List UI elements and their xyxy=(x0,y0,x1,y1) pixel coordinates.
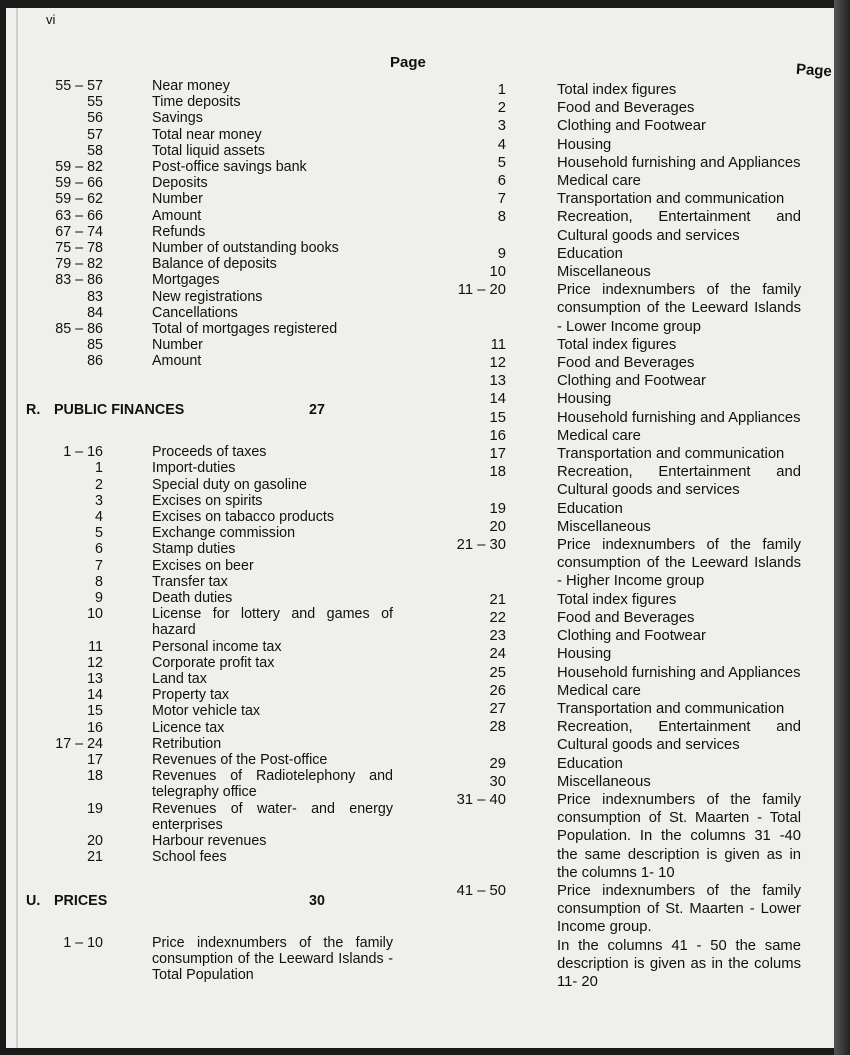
table-number: 6 xyxy=(497,173,506,190)
table-title: Excises on beer xyxy=(152,557,254,574)
table-title: Exchange commission xyxy=(152,525,296,542)
table-entry xyxy=(6,609,801,627)
table-number: 1 – 16 xyxy=(63,444,103,461)
table-number: 12 xyxy=(87,654,103,671)
table-title: Miscellaneous xyxy=(557,518,651,535)
table-number: 5 xyxy=(497,154,506,171)
section-title: PUBLIC FINANCES xyxy=(54,402,185,419)
table-number: 56 xyxy=(87,110,103,127)
table-title: Transportation and communication xyxy=(557,700,785,717)
table-entry xyxy=(6,500,801,518)
table-title: Total near money xyxy=(152,126,262,143)
table-number: 79 – 82 xyxy=(55,256,103,273)
table-number: 20 xyxy=(489,518,506,535)
table-title: Transportation and communication xyxy=(557,191,785,208)
table-title: Excises on tabacco products xyxy=(152,508,334,525)
table-number: 27 xyxy=(489,700,506,717)
table-title: Import-duties xyxy=(152,460,236,477)
table-entry xyxy=(6,627,801,645)
table-number: 19 xyxy=(87,800,103,817)
table-title: Education xyxy=(557,755,623,772)
table-title: Amount xyxy=(152,353,202,370)
table-entry xyxy=(6,645,801,663)
table-entry xyxy=(6,773,801,791)
table-number: 14 xyxy=(489,391,506,408)
table-number: 22 xyxy=(489,609,506,626)
table-title: Proceeds of taxes xyxy=(152,444,267,461)
table-number: 41 – 50 xyxy=(456,882,506,899)
table-entry xyxy=(6,664,801,682)
table-title: Stamp duties xyxy=(152,541,236,558)
table-entry xyxy=(6,463,801,499)
table-title: New registrations xyxy=(152,288,263,305)
table-title: Total index figures xyxy=(557,82,677,98)
table-title: Near money xyxy=(152,78,230,94)
table-title: Food and Beverages xyxy=(557,100,695,117)
table-number: 63 – 66 xyxy=(55,207,103,224)
table-title: Deposits xyxy=(152,175,208,192)
table-title: In the columns 41 - 50 the same description is given as in the colums 11- 20 xyxy=(557,937,801,990)
table-number: 12 xyxy=(489,355,506,372)
table-number: 31 – 40 xyxy=(456,791,506,808)
table-number: 16 xyxy=(489,427,506,444)
table-number: 59 – 66 xyxy=(55,175,103,192)
table-title: Price indexnumbers of the family consumption of St. Maarten - Total Population. In the columns 31 -40 the same description is given as in the columns 1- 10 xyxy=(557,791,801,881)
table-title: Harbour revenues xyxy=(152,833,267,850)
table-title: Transfer tax xyxy=(152,573,228,590)
table-title: Food and Beverages xyxy=(557,609,695,626)
table-title: Price indexnumbers of the family consumption of the Leeward Islands - Total Population xyxy=(152,935,393,984)
table-number: 2 xyxy=(95,476,103,493)
section-title: PRICES xyxy=(54,892,108,909)
table-entry xyxy=(6,208,801,244)
table-number: 21 xyxy=(489,591,506,608)
table-title: Revenues of the Post-office xyxy=(152,752,328,769)
table-number: 16 xyxy=(87,719,103,736)
table-number: 7 xyxy=(95,557,103,574)
table-number: 21 xyxy=(87,849,103,866)
table-title: Total liquid assets xyxy=(152,142,265,159)
table-number: 3 xyxy=(497,118,506,135)
table-number: 19 xyxy=(489,500,506,517)
table-number: 6 xyxy=(95,541,103,558)
table-number: 1 – 10 xyxy=(63,935,103,952)
table-entry xyxy=(6,99,801,117)
table-number: 17 – 24 xyxy=(55,735,103,752)
table-entry xyxy=(6,937,801,992)
table-title: Recreation, Entertainment and Cultural goods and services xyxy=(557,719,801,754)
table-title: Personal income tax xyxy=(152,638,282,655)
table-entry xyxy=(6,700,801,718)
table-number: 83 – 86 xyxy=(55,272,103,289)
table-title: Medical care xyxy=(557,682,641,699)
table-title: Transportation and communication xyxy=(557,446,785,463)
table-number: 24 xyxy=(489,646,506,663)
book-binding-edge xyxy=(834,0,850,1055)
table-title: Motor vehicle tax xyxy=(152,703,261,720)
table-entry xyxy=(6,136,801,154)
table-entry xyxy=(6,190,801,208)
left-page-header: Page xyxy=(390,54,426,71)
table-title: Total of mortgages registered xyxy=(152,321,338,338)
document-page xyxy=(6,8,834,1048)
table-title: Food and Beverages xyxy=(557,355,695,372)
right-column-list xyxy=(6,81,801,991)
table-title: Miscellaneous xyxy=(557,773,651,790)
table-title: Land tax xyxy=(152,671,207,687)
table-title: Housing xyxy=(557,136,612,153)
table-number: 58 xyxy=(87,142,103,159)
table-title: Mortgages xyxy=(152,272,220,289)
table-number: 14 xyxy=(87,687,103,704)
table-number: 11 – 20 xyxy=(457,282,506,299)
table-number: 11 xyxy=(88,638,103,655)
table-number: 3 xyxy=(95,492,103,509)
table-title: Total index figures xyxy=(557,591,677,608)
table-entry xyxy=(6,791,801,882)
section-page: 27 xyxy=(309,402,325,419)
table-entry xyxy=(6,445,801,463)
table-number: 55 xyxy=(87,94,103,111)
table-title: Clothing and Footwear xyxy=(557,628,706,645)
table-title: Housing xyxy=(557,646,612,663)
table-entry xyxy=(6,81,801,99)
table-entry xyxy=(6,427,801,445)
table-number: 4 xyxy=(497,136,506,153)
table-number: 5 xyxy=(95,525,103,542)
table-number: 26 xyxy=(489,682,506,699)
table-entry xyxy=(6,281,801,336)
table-title: Total index figures xyxy=(557,336,677,353)
table-title: Property tax xyxy=(152,687,230,704)
table-title: Recreation, Entertainment and Cultural goods and services xyxy=(557,209,801,244)
table-title: School fees xyxy=(152,849,227,866)
table-title: Education xyxy=(557,245,623,262)
table-number: 10 xyxy=(87,606,103,623)
table-entry xyxy=(6,882,801,937)
table-entry xyxy=(6,390,801,408)
table-number: 7 xyxy=(497,191,506,208)
table-title: Number of outstanding books xyxy=(152,240,339,257)
table-number: 18 xyxy=(489,464,506,481)
table-title: Retribution xyxy=(152,735,222,752)
table-entry xyxy=(6,354,801,372)
table-entry xyxy=(6,591,801,609)
table-title: Number xyxy=(152,337,203,354)
table-number: 83 xyxy=(87,288,103,305)
table-number: 4 xyxy=(95,508,103,525)
table-number: 9 xyxy=(497,245,506,262)
section-letter: R. xyxy=(26,402,41,419)
table-entry xyxy=(6,245,801,263)
table-title: Corporate profit tax xyxy=(152,654,275,671)
table-entry xyxy=(6,372,801,390)
table-title: Amount xyxy=(152,207,202,224)
table-number: 11 xyxy=(490,336,506,353)
table-number: 17 xyxy=(87,752,103,769)
table-title: License for lottery and games of hazard xyxy=(152,606,393,639)
table-number: 59 – 82 xyxy=(55,159,103,176)
table-title: Household furnishing and Appliances xyxy=(557,664,801,681)
table-number: 59 – 62 xyxy=(55,191,103,208)
table-number: 13 xyxy=(489,373,506,390)
table-number: 20 xyxy=(87,833,103,850)
table-number: 1 xyxy=(95,460,103,477)
table-title: Recreation, Entertainment and Cultural goods and services xyxy=(557,464,801,499)
table-number: 85 – 86 xyxy=(55,321,103,338)
table-entry xyxy=(6,682,801,700)
table-title: Price indexnumbers of the family consumption of St. Maarten - Lower Income group. xyxy=(557,882,801,936)
table-number: 9 xyxy=(95,589,103,606)
section-page: 30 xyxy=(309,892,325,909)
table-number: 86 xyxy=(87,353,103,370)
table-title: Medical care xyxy=(557,173,641,190)
table-entry xyxy=(6,117,801,135)
table-entry xyxy=(6,536,801,591)
table-title: Death duties xyxy=(152,589,233,606)
table-title: Education xyxy=(557,500,623,517)
table-title: Clothing and Footwear xyxy=(557,118,706,135)
table-title: Time deposits xyxy=(152,94,241,111)
table-number: 8 xyxy=(95,573,103,590)
table-title: Excises on spirits xyxy=(152,492,263,509)
table-title: Revenues of Radiotelephony and telegraphy office xyxy=(152,768,393,801)
table-number: 2 xyxy=(497,100,506,117)
table-number: 30 xyxy=(489,773,506,790)
table-number: 67 – 74 xyxy=(55,223,103,240)
table-entry xyxy=(6,172,801,190)
table-entry xyxy=(6,518,801,536)
table-number: 29 xyxy=(489,755,506,772)
table-title: Housing xyxy=(557,391,612,408)
table-number: 17 xyxy=(489,446,506,463)
table-number: 8 xyxy=(497,209,506,226)
section-letter: U. xyxy=(26,892,41,909)
table-number: 57 xyxy=(87,126,103,143)
table-title: Price indexnumbers of the family consumption of the Leeward Islands - Higher Income group xyxy=(557,537,801,590)
table-entry xyxy=(6,336,801,354)
table-title: Licence tax xyxy=(152,719,225,736)
table-number: 55 – 57 xyxy=(55,78,103,94)
table-number: 18 xyxy=(87,768,103,785)
table-number: 23 xyxy=(489,628,506,645)
table-number: 15 xyxy=(489,409,506,426)
table-title: Clothing and Footwear xyxy=(557,373,706,390)
table-title: Household furnishing and Appliances xyxy=(557,154,801,171)
table-title: Revenues of water- and energy enterprises xyxy=(152,800,393,833)
table-number: 25 xyxy=(489,664,506,681)
page-number: vi xyxy=(46,12,56,27)
table-title: Miscellaneous xyxy=(557,264,651,281)
table-entry xyxy=(6,263,801,281)
table-title: Price indexnumbers of the family consumption of the Leeward Islands - Lower Income group xyxy=(557,282,801,335)
table-number: 15 xyxy=(87,703,103,720)
table-number: 85 xyxy=(87,337,103,354)
table-entry xyxy=(6,755,801,773)
right-page-header: Page xyxy=(795,60,833,81)
table-number: 84 xyxy=(87,304,103,321)
table-title: Medical care xyxy=(557,427,641,444)
table-number: 21 – 30 xyxy=(456,537,506,554)
table-title: Refunds xyxy=(152,223,206,240)
table-title: Post-office savings bank xyxy=(152,159,307,176)
table-title: Special duty on gasoline xyxy=(152,476,307,493)
table-title: Number xyxy=(152,191,203,208)
table-entry xyxy=(6,154,801,172)
table-title: Balance of deposits xyxy=(152,256,277,273)
table-number: 75 – 78 xyxy=(55,240,103,257)
table-number: 28 xyxy=(489,719,506,736)
table-title: Household furnishing and Appliances xyxy=(557,409,801,426)
table-title: Cancellations xyxy=(152,304,238,321)
table-number: 10 xyxy=(489,264,506,281)
table-title: Savings xyxy=(152,110,203,127)
table-entry xyxy=(6,718,801,754)
table-number: 1 xyxy=(497,82,506,98)
table-number: 13 xyxy=(87,671,103,687)
table-entry xyxy=(6,409,801,427)
